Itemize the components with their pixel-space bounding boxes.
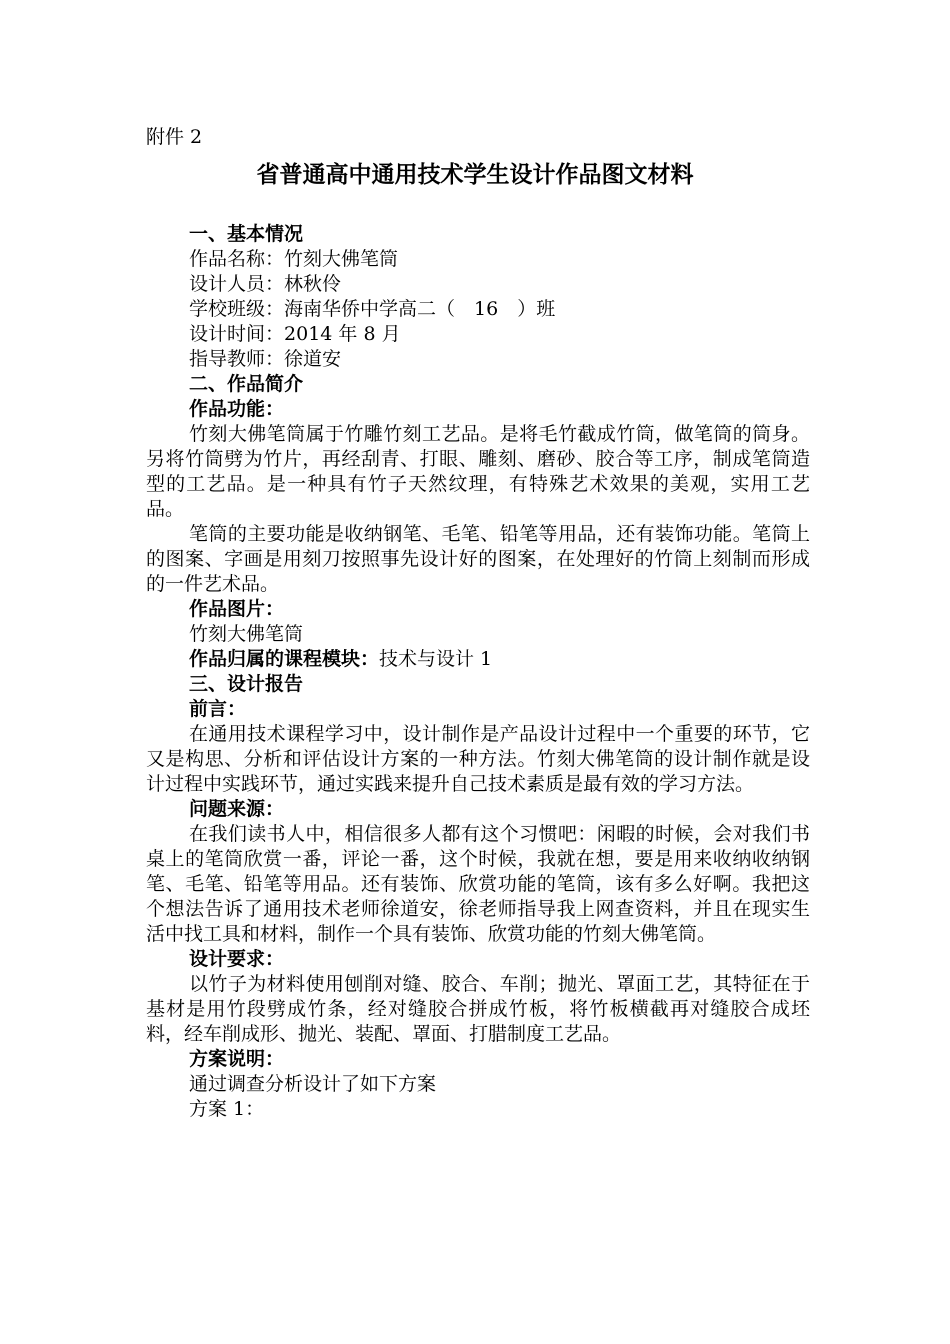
paragraph-function-2: 笔筒的主要功能是收纳钢笔、毛笔、铅笔等用品，还有装饰功能。笔筒上的图案、字画是用刻刀按照事先设计好的图案，在处理好的竹筒上刻制而形成的一件艺术品。: [146, 523, 810, 595]
section-heading-introduction: 二、作品简介: [189, 373, 304, 395]
field-label: 设计人员：: [189, 273, 285, 295]
field-design-time: [146, 322, 810, 347]
subheading-preface: 前言：: [189, 698, 247, 720]
field-work-name: [146, 247, 810, 272]
field-value: 林秋伶: [284, 273, 342, 295]
paragraph-function-1: 竹刻大佛笔筒属于竹雕竹刻工艺品。是将毛竹截成竹筒，做笔筒的筒身。另将竹筒劈为竹片，再经刮青、打眼、雕刻、磨砂、胶合等工序，制成笔筒造型的工艺品。是一种具有竹子天然纹理，有特殊艺术效果的美观，实用工艺品。: [146, 423, 810, 520]
field-advisor: [146, 347, 810, 372]
subheading-requirements: 设计要求：: [189, 948, 285, 970]
field-value: 竹刻大佛笔筒: [284, 248, 399, 270]
field-label: 作品名称：: [189, 248, 285, 270]
paragraph-preface: 在通用技术课程学习中，设计制作是产品设计过程中一个重要的环节，它又是构思、分析和评估设计方案的一种方法。竹刻大佛笔筒的设计制作就是设计过程中实践环节，通过实践来提升自己技术素质是最有效的学习方法。: [146, 723, 810, 795]
plan-1-label: 方案 1：: [189, 1098, 265, 1120]
subheading-problem-source: 问题来源：: [189, 798, 285, 820]
field-label: 学校班级：: [189, 298, 285, 320]
course-module-value: 技术与设计 1: [379, 648, 493, 670]
section-heading-basic-info: 一、基本情况: [189, 223, 304, 245]
document-body: [146, 222, 810, 1122]
paragraph-problem-source: 在我们读书人中，相信很多人都有这个习惯吧：闲暇的时候，会对我们书桌上的笔筒欣赏一番，评论一番，这个时候，我就在想，要是用来收纳收纳钢笔、毛笔、铅笔等用品。还有装饰、欣赏功能的笔筒，该有多么好啊。我把这个想法告诉了通用技术老师徐道安，徐老师指导我上网查资料，并且在现实生活中找工具和材料，制作一个具有装饰、欣赏功能的竹刻大佛笔筒。: [146, 823, 810, 945]
document-title: 省普通高中通用技术学生设计作品图文材料: [256, 161, 694, 188]
subheading-function: 作品功能：: [189, 398, 285, 420]
field-value: 2014 年 8 月: [284, 323, 401, 345]
paragraph-requirements: 以竹子为材料使用刨削对缝、胶合、车削；抛光、罩面工艺，其特征在于基材是用竹段劈成竹条，经对缝胶合拼成竹板，将竹板横截再对缝胶合成坯料，经车削成形、抛光、装配、罩面、打腊制度工艺品。: [146, 973, 810, 1045]
field-value: 海南华侨中学高二（ 16 ）班: [284, 298, 556, 320]
section-heading-design-report: 三、设计报告: [189, 673, 304, 695]
attachment-label: 附件 2: [146, 126, 203, 148]
field-school-class: [146, 297, 810, 322]
subheading-picture: 作品图片：: [189, 598, 285, 620]
field-value: 徐道安: [284, 348, 342, 370]
field-designer: [146, 272, 810, 297]
plan-intro: 通过调查分析设计了如下方案: [189, 1073, 437, 1095]
subheading-plan: 方案说明：: [189, 1048, 285, 1070]
course-module-label: 作品归属的课程模块：: [189, 648, 380, 670]
course-module: [146, 647, 810, 672]
field-label: 设计时间：: [189, 323, 285, 345]
picture-caption: 竹刻大佛笔筒: [189, 623, 304, 645]
field-label: 指导教师：: [189, 348, 285, 370]
